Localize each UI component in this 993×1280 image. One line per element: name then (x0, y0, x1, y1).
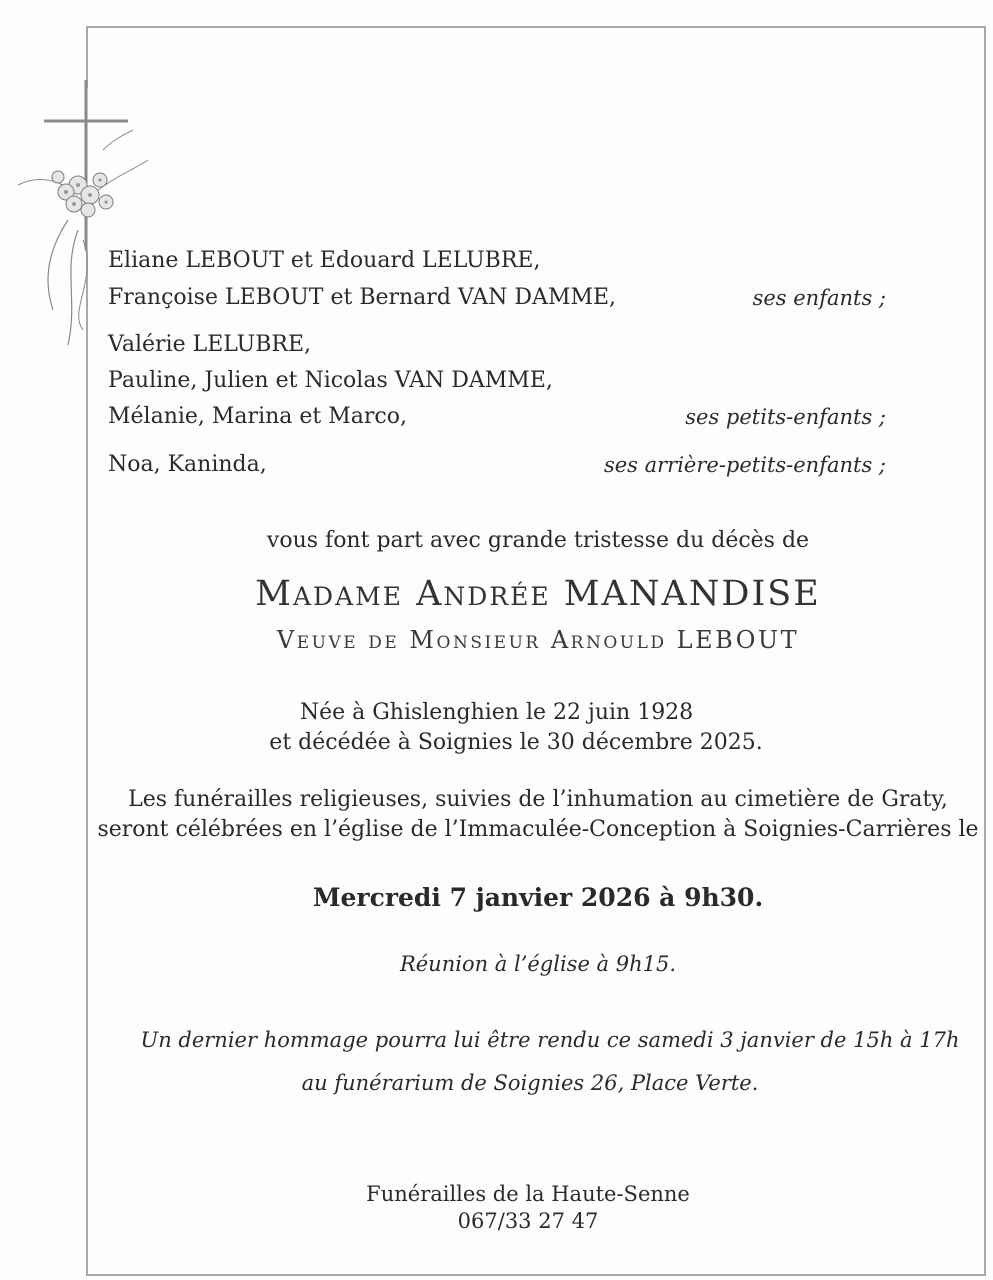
family-name: Eliane LEBOUT et Edouard LELUBRE, (108, 248, 541, 273)
family-line-3 (108, 330, 898, 360)
family-relation: ses petits-enfants ; (685, 405, 886, 429)
family-name: Noa, Kaninda, (108, 452, 267, 477)
family-line-4 (108, 366, 898, 396)
deceased-name: Madame Andrée MANANDISE (255, 574, 821, 614)
card-border-left-bottom (86, 250, 88, 1276)
funeral-text-line-2: seront célébrées en l’église de l’Immaculée-Conception à Soignies-Carrières le (97, 817, 979, 842)
funeral-home-name: Funérailles de la Haute-Senne (366, 1182, 690, 1206)
funeral-date: Mercredi 7 janvier 2026 à 9h30. (312, 883, 764, 912)
funeral-home-phone: 067/33 27 47 (457, 1209, 599, 1233)
card-border-left-top (86, 26, 88, 88)
homage-text-line-2: au funérarium de Soignies 26, Place Verte. (301, 1071, 759, 1095)
family-line-5 (108, 402, 898, 432)
family-line-1 (108, 246, 898, 276)
family-name: Françoise LEBOUT et Bernard VAN DAMME, (108, 285, 617, 310)
death-text: et décédée à Soignies le 30 décembre 2025. (269, 730, 763, 755)
reunion-text: Réunion à l’église à 9h15. (399, 952, 677, 976)
family-relation: ses enfants ; (752, 286, 886, 310)
birth-text: Née à Ghislenghien le 22 juin 1928 (299, 700, 694, 725)
family-name: Pauline, Julien et Nicolas VAN DAMME, (108, 368, 553, 393)
cross-with-flowers-icon (8, 80, 158, 360)
family-name: Valérie LELUBRE, (108, 332, 312, 357)
family-line-2 (108, 283, 898, 313)
homage-text-line-1: Un dernier hommage pourra lui être rendu ce samedi 3 janvier de 15h à 17h (140, 1028, 960, 1052)
widow-of-text: Veuve de Monsieur Arnould LEBOUT (276, 626, 800, 654)
announcement-text: vous font part avec grande tristesse du décès de (266, 528, 810, 553)
family-name: Mélanie, Marina et Marco, (108, 404, 407, 429)
family-relation: ses arrière-petits-enfants ; (603, 453, 886, 477)
funeral-text-line-1: Les funérailles religieuses, suivies de l’inhumation au cimetière de Graty, (128, 787, 948, 812)
family-line-6 (108, 450, 898, 480)
